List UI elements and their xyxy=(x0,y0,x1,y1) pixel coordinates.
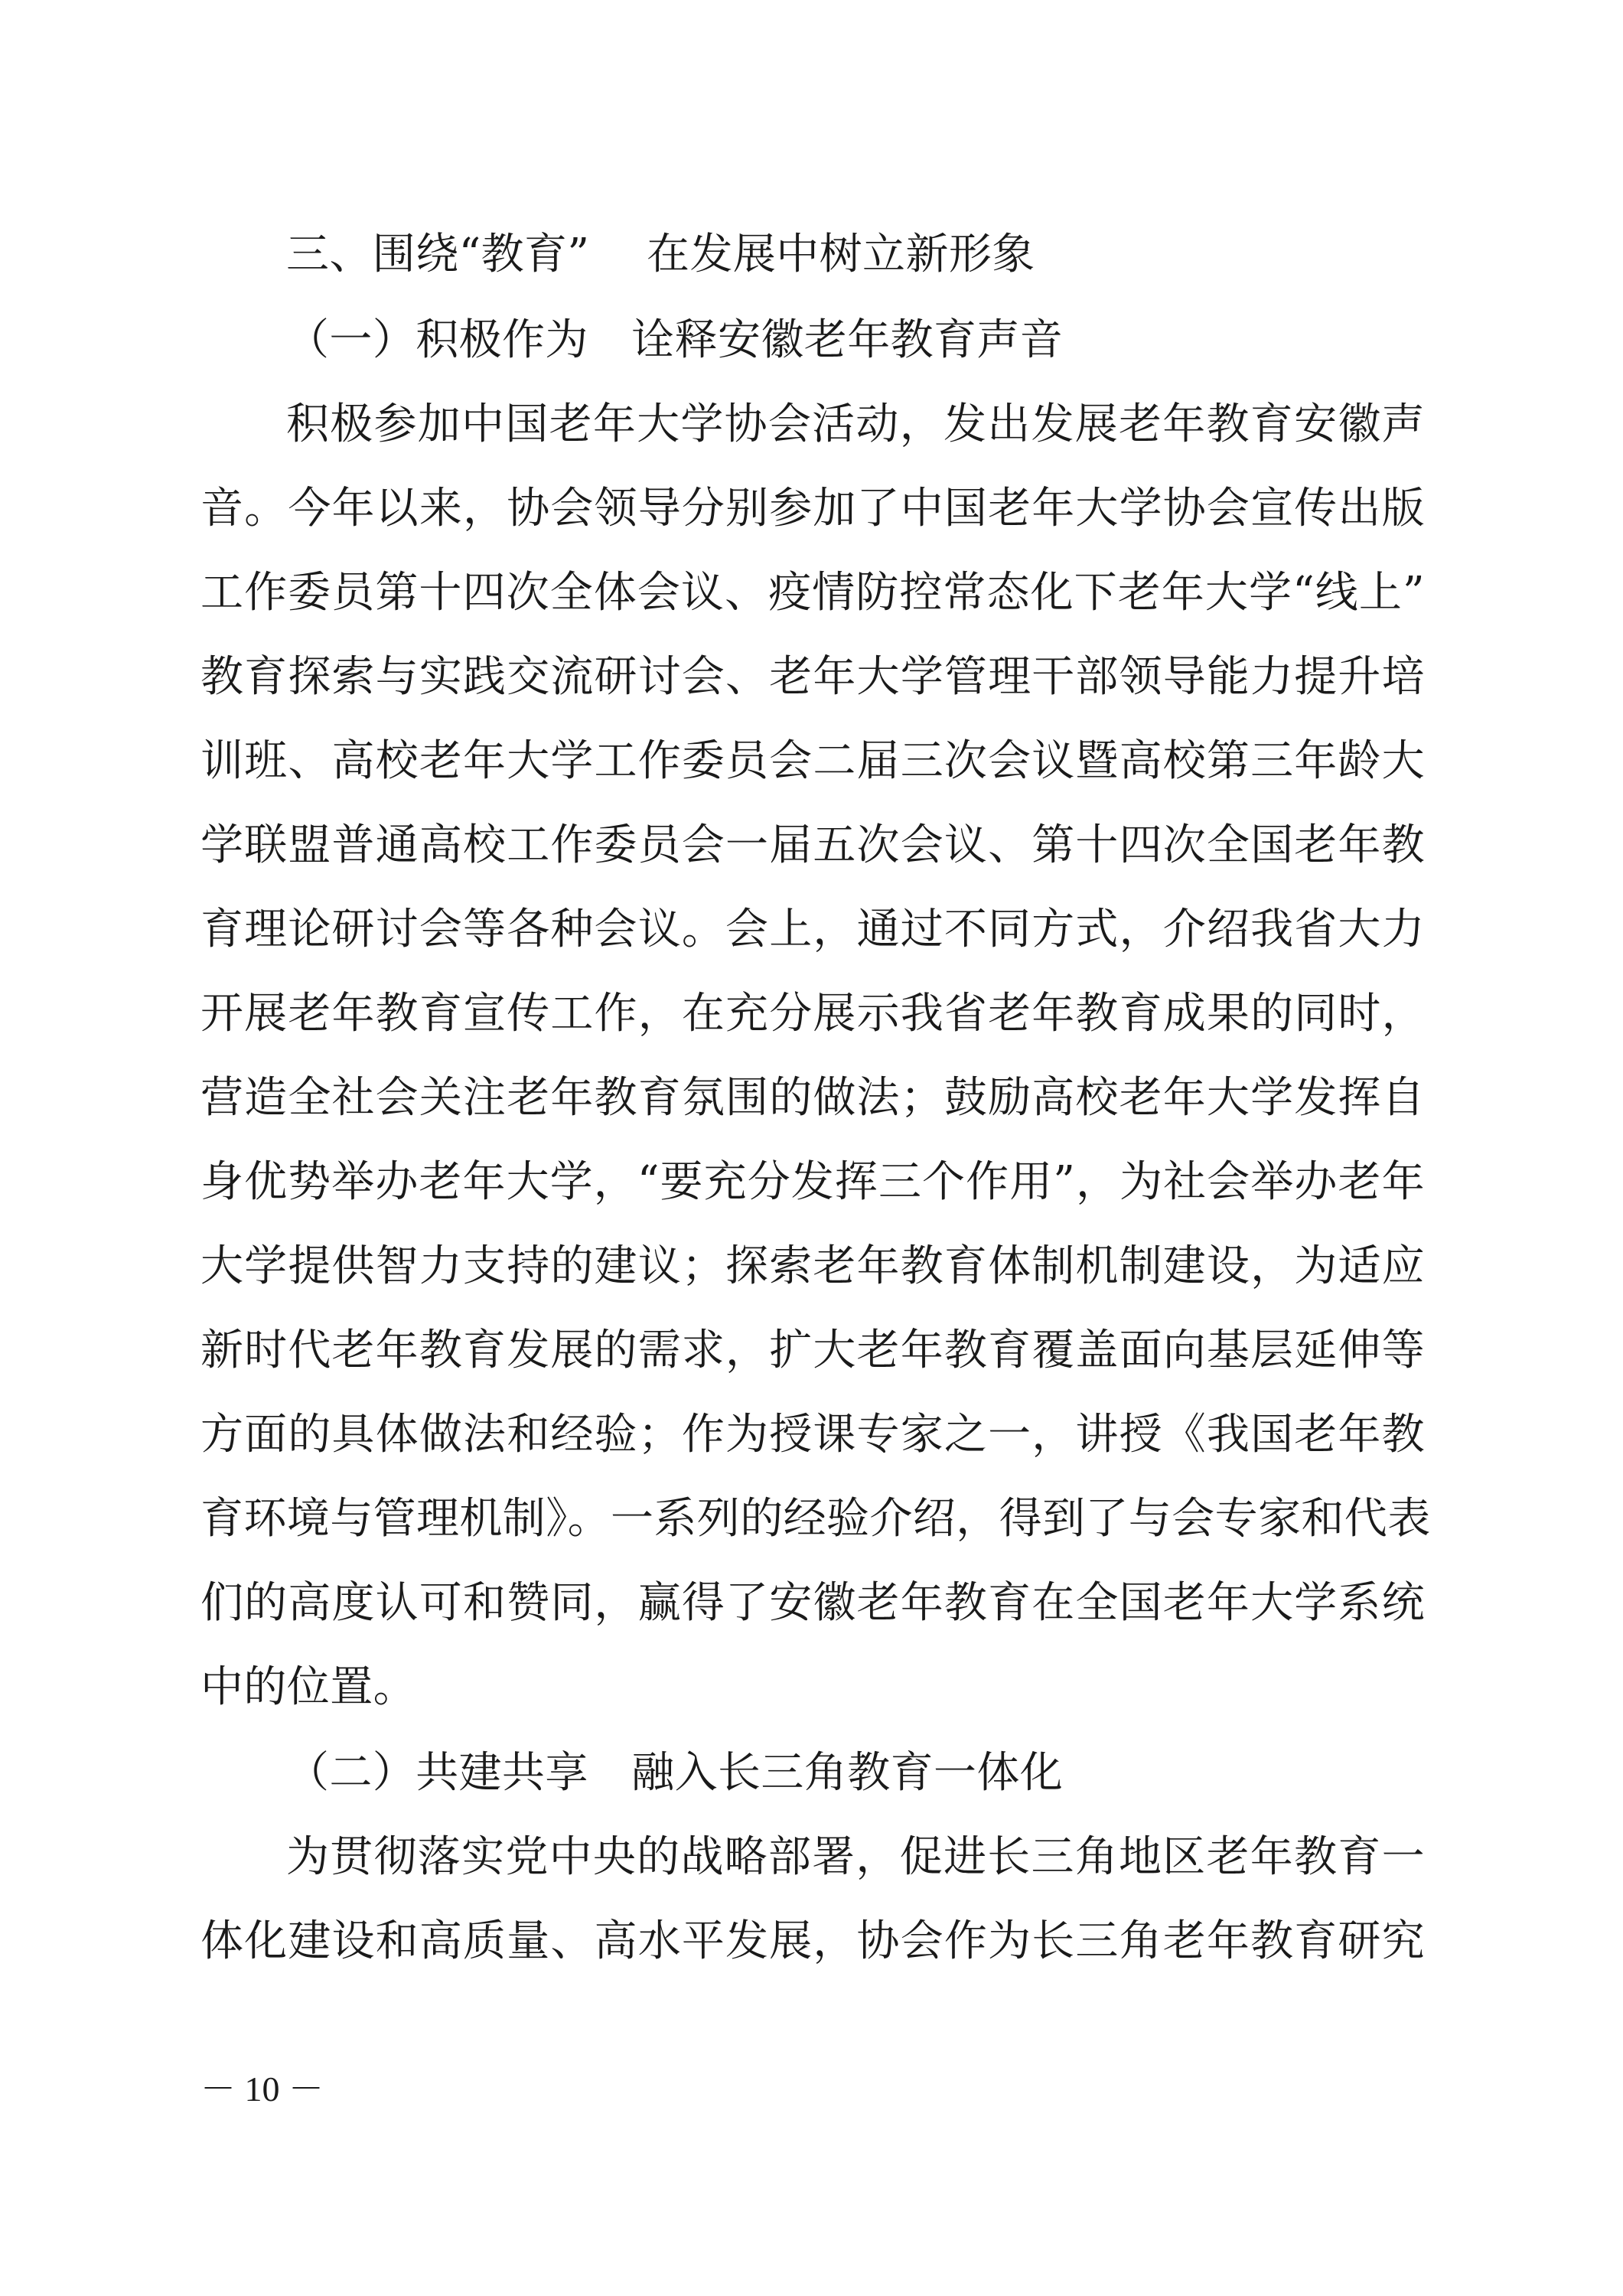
paragraph-line: 们的高度认可和赞同，赢得了安徽老年教育在全国老年大学系统 xyxy=(200,1578,1425,1628)
page-number: － 10 － xyxy=(200,2069,324,2108)
paragraph-line: 身优势举办老年大学，“要充分发挥三个作用”，为社会举办老年 xyxy=(200,1157,1425,1207)
paragraph-line: 积极参加中国老年大学协会活动，发出发展老年教育安徽声 xyxy=(286,400,1425,449)
paragraph-line: 育环境与管理机制》。一系列的经验介绍，得到了与会专家和代表 xyxy=(200,1494,1431,1544)
paragraph-line: 教育探索与实践交流研讨会、老年大学管理干部领导能力提升培 xyxy=(200,652,1425,702)
paragraph-line: 育理论研讨会等各种会议。会上，通过不同方式，介绍我省大力 xyxy=(200,905,1425,954)
paragraph-line: 训班、高校老年大学工作委员会二届三次会议暨高校第三年龄大 xyxy=(200,736,1425,786)
paragraph-line: 大学提供智力支持的建议；探索老年教育体制机制建设，为适应 xyxy=(200,1241,1425,1291)
paragraph-line: 体化建设和高质量、高水平发展，协会作为长三角老年教育研究 xyxy=(200,1916,1425,1966)
paragraph-line: 新时代老年教育发展的需求，扩大老年教育覆盖面向基层延伸等 xyxy=(200,1326,1425,1375)
paragraph-line: 为贯彻落实党中央的战略部署，促进长三角地区老年教育一 xyxy=(286,1832,1425,1882)
paragraph-line: 音。今年以来，协会领导分别参加了中国老年大学协会宣传出版 xyxy=(200,484,1425,533)
subsection-title-1: （一）积极作为 诠释安徽老年教育声音 xyxy=(286,315,1064,365)
subsection-title-2: （二）共建共享 融入长三角教育一体化 xyxy=(286,1748,1064,1798)
paragraph-line: 工作委员第十四次全体会议、疫情防控常态化下老年大学“线上” xyxy=(200,568,1425,618)
section-heading: 三、围绕“教育” 在发展中树立新形象 xyxy=(286,230,1035,279)
paragraph-line: 中的位置。 xyxy=(200,1662,416,1712)
paragraph-line: 方面的具体做法和经验；作为授课专家之一，讲授《我国老年教 xyxy=(200,1410,1425,1459)
paragraph-line: 营造全社会关注老年教育氛围的做法；鼓励高校老年大学发挥自 xyxy=(200,1073,1425,1123)
paragraph-line: 学联盟普通高校工作委员会一届五次会议、第十四次全国老年教 xyxy=(200,820,1425,870)
paragraph-line: 开展老年教育宣传工作，在充分展示我省老年教育成果的同时， xyxy=(200,989,1425,1039)
